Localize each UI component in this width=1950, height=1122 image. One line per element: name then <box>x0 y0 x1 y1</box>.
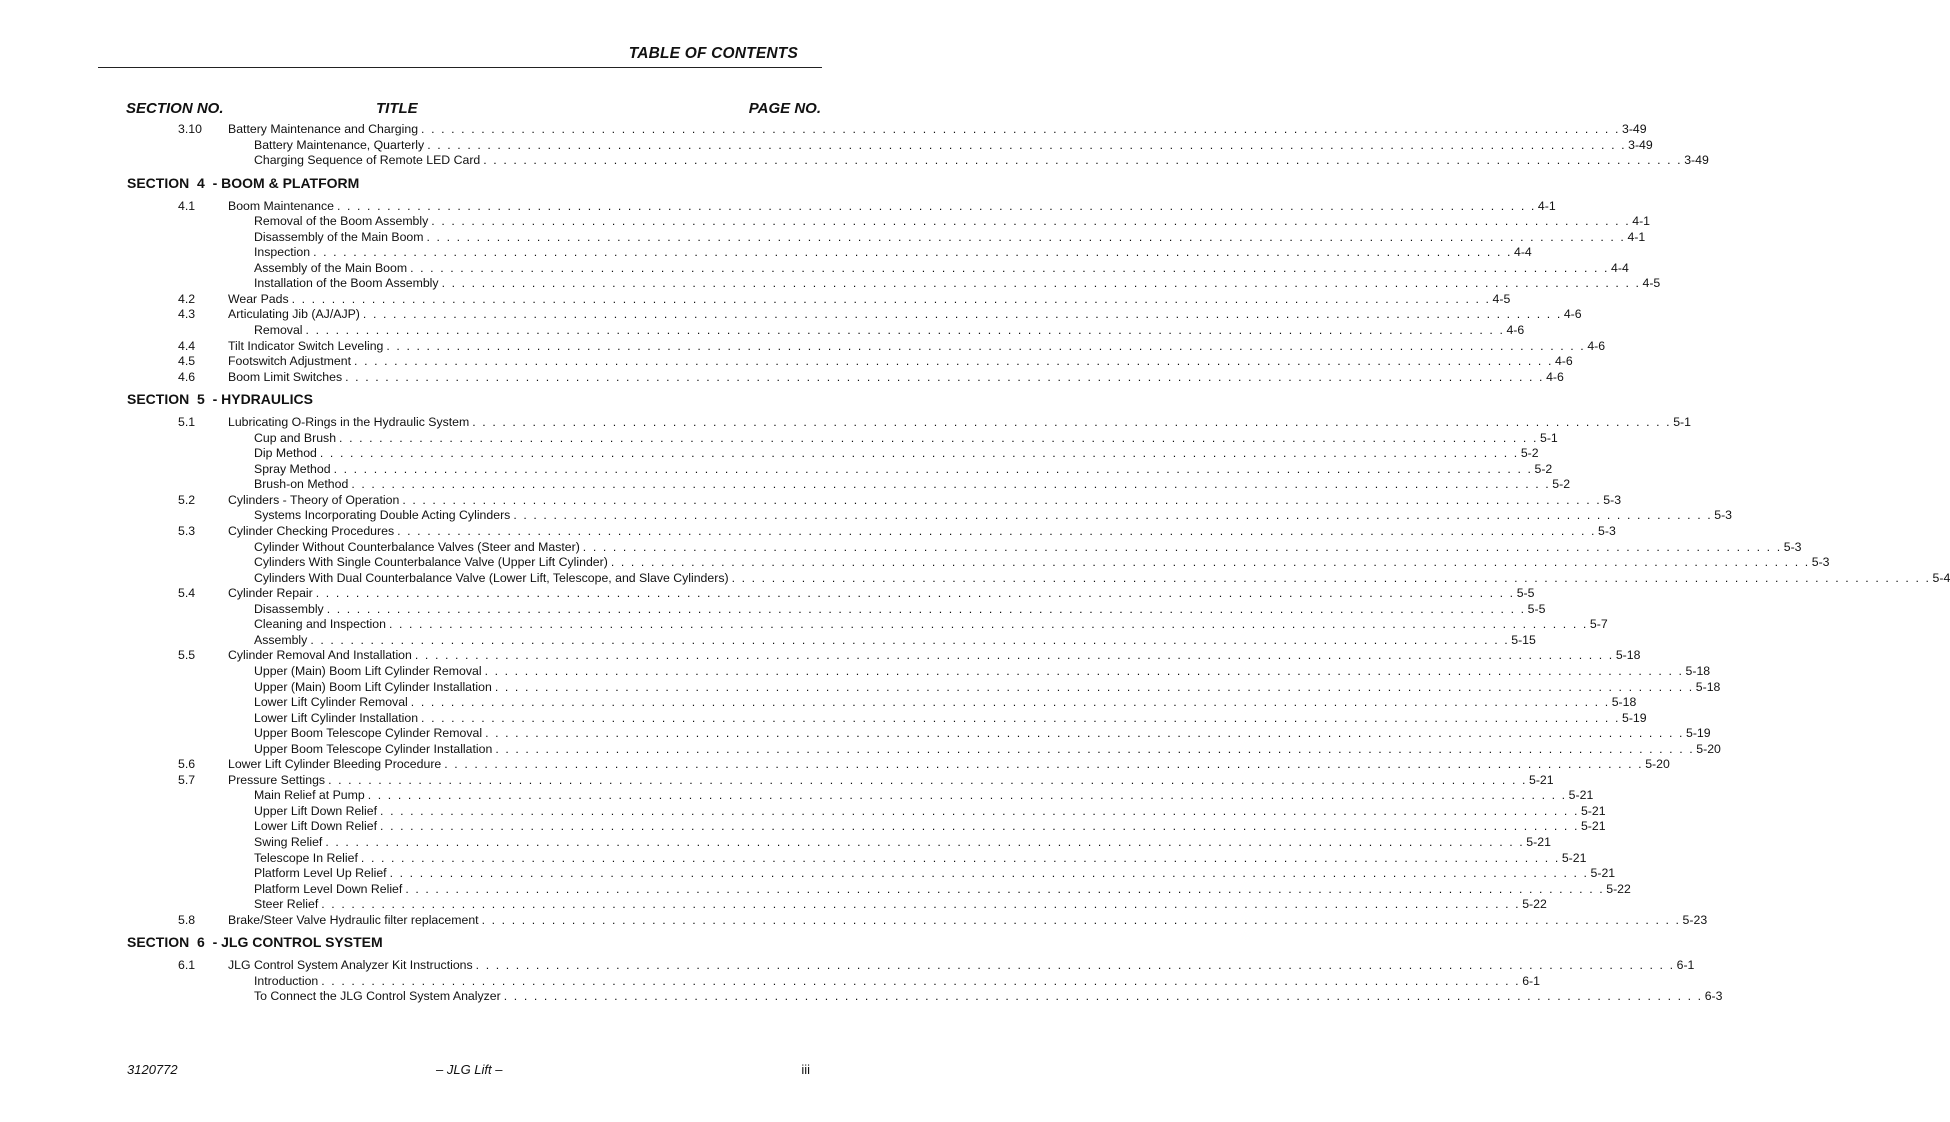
toc-entry[interactable] <box>0 214 1651 230</box>
toc-entry-line <box>228 648 1641 664</box>
toc-entry-title: Platform Level Down Relief <box>254 881 403 896</box>
toc-entry-page: 4-1 <box>1627 229 1646 244</box>
dot-leader: . . . . . . . . . . . . . . . . . . . . . . . . . . . . . . . . . . . . . . . . . . . . . . . . . . . . . . . . . . . . . . . . . . . . . . . . . . . . . . . . . . . . . . . . . . . . . . . . . . . . . . . . . . . . . . . . . . . . . . . . <box>321 973 1521 988</box>
toc-entry-line <box>228 307 1582 323</box>
dot-leader: . . . . . . . . . . . . . . . . . . . . . . . . . . . . . . . . . . . . . . . . . . . . . . . . . . . . . . . . . . . . . . . . . . . . . . . . . . . . . . . . . . . . . . . . . . . . . . . . . . . . . . . . . . . . . . . . . . . . . . . . <box>405 881 1605 896</box>
toc-entry-title: Lower Lift Cylinder Removal <box>254 695 408 710</box>
toc-entry-line <box>228 369 1564 386</box>
toc-entry-page: 5-22 <box>1522 897 1547 912</box>
toc-entry-page: 5-1 <box>1539 430 1558 445</box>
toc-entry-line <box>228 198 1556 215</box>
toc-entry-page: 5-21 <box>1526 834 1551 849</box>
toc-entry[interactable] <box>0 245 1532 261</box>
toc-entry-title: Assembly <box>254 632 308 647</box>
dot-leader: . . . . . . . . . . . . . . . . . . . . . . . . . . . . . . . . . . . . . . . . . . . . . . . . . . . . . . . . . . . . . . . . . . . . . . . . . . . . . . . . . . . . . . . . . . . . . . . . . . . . . . . . . . . . . . . . . . . . . . . . <box>354 354 1553 369</box>
toc-entry-line <box>254 477 1571 493</box>
dot-leader: . . . . . . . . . . . . . . . . . . . . . . . . . . . . . . . . . . . . . . . . . . . . . . . . . . . . . . . . . . . . . . . . . . . . . . . . . . . . . . . . . . . . . . . . . . . . . . . . . . . . . . . . . . . . . . . . . . . . . . . . <box>431 214 1631 229</box>
toc-entry-number: 4.3 <box>178 307 196 322</box>
toc-entry[interactable] <box>0 632 1536 649</box>
toc-entry-title: Lubricating O-Rings in the Hydraulic System <box>228 415 470 430</box>
section-heading-text: SECTION 4 - BOOM & PLATFORM <box>127 174 360 191</box>
toc-entry-line <box>254 229 1646 246</box>
toc-entry-title: Steer Relief <box>254 897 319 912</box>
toc-entry-page: 5-22 <box>1606 881 1631 896</box>
toc-entry[interactable] <box>0 122 1647 138</box>
toc-entry[interactable] <box>0 477 1571 493</box>
dot-leader: . . . . . . . . . . . . . . . . . . . . . . . . . . . . . . . . . . . . . . . . . . . . . . . . . . . . . . . . . . . . . . . . . . . . . . . . . . . . . . . . . . . . . . . . . . . . . . . . . . . . . . . . . . . . . . . . . . . . . . . . <box>360 850 1560 865</box>
toc-entry-line <box>254 866 1616 882</box>
toc-entry-title: Upper (Main) Boom Lift Cylinder Installation <box>254 679 492 694</box>
dot-leader: . . . . . . . . . . . . . . . . . . . . . . . . . . . . . . . . . . . . . . . . . . . . . . . . . . . . . . . . . . . . . . . . . . . . . . . . . . . . . . . . . . . . . . . . . . . . . . . . . . . . . . . . . . . . . . . . . . . . . . . . <box>362 307 1562 322</box>
toc-entry-line <box>228 958 1695 974</box>
toc-entry-page: 4-1 <box>1632 214 1651 229</box>
dot-leader: . . . . . . . . . . . . . . . . . . . . . . . . . . . . . . . . . . . . . . . . . . . . . . . . . . . . . . . . . . . . . . . . . . . . . . . . . . . . . . . . . . . . . . . . . . . . . . . . . . . . . . . . . . . . . . . . . . . . . . . . <box>731 570 1931 585</box>
dot-leader: . . . . . . . . . . . . . . . . . . . . . . . . . . . . . . . . . . . . . . . . . . . . . . . . . . . . . . . . . . . . . . . . . . . . . . . . . . . . . . . . . . . . . . . . . . . . . . . . . . . . . . . . . . . . . . . . . . . . . . . . <box>305 323 1505 338</box>
toc-entry[interactable] <box>0 586 1535 602</box>
toc-entry-page: 5-7 <box>1589 617 1608 632</box>
toc-entry-page: 3-49 <box>1621 122 1647 136</box>
toc-entry-line <box>254 137 1653 154</box>
dot-leader: . . . . . . . . . . . . . . . . . . . . . . . . . . . . . . . . . . . . . . . . . . . . . . . . . . . . . . . . . . . . . . . . . . . . . . . . . . . . . . . . . . . . . . . . . . . . . . . . . . . . . . . . . . . . . . . . . . . . . . . . <box>345 369 1545 384</box>
toc-entry-line <box>254 834 1551 851</box>
toc-entry-page: 5-5 <box>1516 586 1535 601</box>
toc-entry-page: 5-18 <box>1695 679 1721 694</box>
toc-entry-title: Brush-on Method <box>254 477 349 492</box>
toc-entry-line <box>254 508 1733 524</box>
dot-leader: . . . . . . . . . . . . . . . . . . . . . . . . . . . . . . . . . . . . . . . . . . . . . . . . . . . . . . . . . . . . . . . . . . . . . . . . . . . . . . . . . . . . . . . . . . . . . . . . . . . . . . . . . . . . . . . . . . . . . . . . <box>339 430 1538 445</box>
dot-leader: . . . . . . . . . . . . . . . . . . . . . . . . . . . . . . . . . . . . . . . . . . . . . . . . . . . . . . . . . . . . . . . . . . . . . . . . . . . . . . . . . . . . . . . . . . . . . . . . . . . . . . . . . . . . . . . . . . . . . . . . <box>421 710 1620 725</box>
toc-entry[interactable] <box>0 648 1641 664</box>
toc-entry[interactable] <box>0 307 1582 323</box>
toc-entry-page: 3-49 <box>1684 153 1709 168</box>
dot-leader: . . . . . . . . . . . . . . . . . . . . . . . . . . . . . . . . . . . . . . . . . . . . . . . . . . . . . . . . . . . . . . . . . . . . . . . . . . . . . . . . . . . . . . . . . . . . . . . . . . . . . . . . . . . . . . . . . . . . . . . . <box>367 788 1567 803</box>
toc-entry[interactable] <box>0 772 1554 789</box>
dot-leader: . . . . . . . . . . . . . . . . . . . . . . . . . . . . . . . . . . . . . . . . . . . . . . . . . . . . . . . . . . . . . . . . . . . . . . . . . . . . . . . . . . . . . . . . . . . . . . . . . . . . . . . . . . . . . . . . . . . . . . . . <box>310 632 1510 647</box>
toc-entry-page: 5-3 <box>1598 524 1616 539</box>
toc-entry[interactable] <box>0 291 1511 308</box>
toc-entry-number: 4.5 <box>178 354 196 369</box>
toc-entry-page: 5-21 <box>1568 788 1594 803</box>
toc-entry[interactable] <box>0 601 1546 618</box>
toc-entry-title: Removal <box>254 323 303 338</box>
dot-leader: . . . . . . . . . . . . . . . . . . . . . . . . . . . . . . . . . . . . . . . . . . . . . . . . . . . . . . . . . . . . . . . . . . . . . . . . . . . . . . . . . . . . . . . . . . . . . . . . . . . . . . . . . . . . . . . . . . . . . . . . <box>326 601 1526 616</box>
toc-entry[interactable] <box>0 757 1670 773</box>
dot-leader: . . . . . . . . . . . . . . . . . . . . . . . . . . . . . . . . . . . . . . . . . . . . . . . . . . . . . . . . . . . . . . . . . . . . . . . . . . . . . . . . . . . . . . . . . . . . . . . . . . . . . . . . . . . . . . . . . . . . . . . . <box>380 803 1579 818</box>
toc-entry-title: Inspection <box>254 245 311 260</box>
toc-entry[interactable] <box>0 354 1573 370</box>
toc-entry-line <box>254 881 1631 898</box>
toc-entry-page: 4-5 <box>1492 291 1511 306</box>
toc-entry-line <box>254 430 1558 447</box>
toc-entry-title: Upper Lift Down Relief <box>254 803 378 818</box>
toc-entry-page: 6-1 <box>1676 958 1695 973</box>
toc-entry-page: 5-21 <box>1590 866 1616 881</box>
toc-entry-page: 5-4 <box>1932 570 1950 585</box>
toc-entry-page: 5-21 <box>1580 819 1606 834</box>
dot-leader: . . . . . . . . . . . . . . . . . . . . . . . . . . . . . . . . . . . . . . . . . . . . . . . . . . . . . . . . . . . . . . . . . . . . . . . . . . . . . . . . . . . . . . . . . . . . . . . . . . . . . . . . . . . . . . . . . . . . . . . . <box>389 866 1589 881</box>
dot-leader: . . . . . . . . . . . . . . . . . . . . . . . . . . . . . . . . . . . . . . . . . . . . . . . . . . . . . . . . . . . . . . . . . . . . . . . . . . . . . . . . . . . . . . . . . . . . . . . . . . . . . . . . . . . . . . . . . . . . . . . . <box>336 198 1536 213</box>
dot-leader: . . . . . . . . . . . . . . . . . . . . . . . . . . . . . . . . . . . . . . . . . . . . . . . . . . . . . . . . . . . . . . . . . . . . . . . . . . . . . . . . . . . . . . . . . . . . . . . . . . . . . . . . . . . . . . . . . . . . . . . . <box>321 897 1521 912</box>
toc-entry-title: Tilt Indicator Switch Leveling <box>228 338 384 353</box>
dot-leader: . . . . . . . . . . . . . . . . . . . . . . . . . . . . . . . . . . . . . . . . . . . . . . . . . . . . . . . . . . . . . . . . . . . . . . . . . . . . . . . . . . . . . . . . . . . . . . . . . . . . . . . . . . . . . . . . . . . . . . . . <box>503 989 1703 1004</box>
header-rule <box>98 67 822 68</box>
toc-entry-number: 5.5 <box>178 648 196 663</box>
toc-entry-page: 4-6 <box>1563 307 1582 322</box>
toc-entry-page: 5-21 <box>1580 803 1606 818</box>
toc-entry-page: 5-1 <box>1673 415 1691 430</box>
toc-entry[interactable] <box>0 989 1723 1005</box>
toc-entry[interactable] <box>0 323 1525 339</box>
toc-entry-title: Assembly of the Main Boom <box>254 260 408 275</box>
toc-entry-title: Main Relief at Pump <box>254 788 365 803</box>
toc-entry[interactable] <box>0 741 1721 758</box>
toc-entry-line <box>254 710 1647 727</box>
dot-leader: . . . . . . . . . . . . . . . . . . . . . . . . . . . . . . . . . . . . . . . . . . . . . . . . . . . . . . . . . . . . . . . . . . . . . . . . . . . . . . . . . . . . . . . . . . . . . . . . . . . . . . . . . . . . . . . . . . . . . . . . <box>485 726 1684 741</box>
dot-leader: . . . . . . . . . . . . . . . . . . . . . . . . . . . . . . . . . . . . . . . . . . . . . . . . . . . . . . . . . . . . . . . . . . . . . . . . . . . . . . . . . . . . . . . . . . . . . . . . . . . . . . . . . . . . . . . . . . . . . . . . <box>319 446 1519 461</box>
toc-entry-title: Cylinder Removal And Installation <box>228 648 412 663</box>
column-head-title: TITLE <box>376 100 418 117</box>
toc-entry[interactable] <box>0 461 1553 478</box>
toc-entry[interactable] <box>0 508 1733 524</box>
dot-leader: . . . . . . . . . . . . . . . . . . . . . . . . . . . . . . . . . . . . . . . . . . . . . . . . . . . . . . . . . . . . . . . . . . . . . . . . . . . . . . . . . . . . . . . . . . . . . . . . . . . . . . . . . . . . . . . . . . . . . . . . <box>313 245 1512 260</box>
toc-entry[interactable] <box>0 446 1539 462</box>
toc-entry[interactable] <box>0 834 1551 851</box>
toc-entry-line <box>254 741 1721 758</box>
toc-entry[interactable] <box>0 695 1637 711</box>
toc-entry-line <box>254 260 1629 277</box>
toc-entry-line <box>228 122 1647 138</box>
toc-entry-line <box>254 617 1608 633</box>
toc-entry[interactable] <box>0 539 1802 556</box>
toc-entry[interactable] <box>0 198 1556 215</box>
toc-entry[interactable] <box>0 788 1594 804</box>
toc-entry[interactable] <box>0 338 1606 355</box>
toc-entry-line <box>254 819 1606 835</box>
toc-entry-page: 4-4 <box>1611 260 1629 275</box>
section-heading <box>0 934 866 951</box>
dot-leader: . . . . . . . . . . . . . . . . . . . . . . . . . . . . . . . . . . . . . . . . . . . . . . . . . . . . . . . . . . . . . . . . . . . . . . . . . . . . . . . . . . . . . . . . . . . . . . . . . . . . . . . . . . . . . . . . . . . . . . . . <box>325 834 1525 849</box>
toc-entry-title: Battery Maintenance and Charging <box>228 122 419 136</box>
toc-entry[interactable] <box>0 570 1950 587</box>
section-heading-text: SECTION 6 - JLG CONTROL SYSTEM <box>127 934 383 951</box>
toc-entry-line <box>254 973 1540 990</box>
toc-entry-page: 5-3 <box>1783 539 1802 554</box>
toc-entry[interactable] <box>0 153 1709 169</box>
toc-entry-title: Cylinder Repair <box>228 586 313 601</box>
toc-entry-title: Lower Lift Cylinder Installation <box>254 710 419 725</box>
toc-entry-title: Cleaning and Inspection <box>254 617 386 632</box>
toc-entry[interactable] <box>0 726 1711 742</box>
toc-entry-line <box>254 461 1553 478</box>
toc-entry-title: Boom Limit Switches <box>228 369 343 384</box>
toc-entry-number: 5.7 <box>178 772 196 787</box>
page-header-title: TABLE OF CONTENTS <box>628 45 798 62</box>
toc-entry-title: To Connect the JLG Control System Analyzer <box>254 989 501 1004</box>
toc-entry-title: Wear Pads <box>228 291 289 306</box>
toc-entry-line <box>254 446 1539 462</box>
dot-leader: . . . . . . . . . . . . . . . . . . . . . . . . . . . . . . . . . . . . . . . . . . . . . . . . . . . . . . . . . . . . . . . . . . . . . . . . . . . . . . . . . . . . . . . . . . . . . . . . . . . . . . . . . . . . . . . . . . . . . . . . <box>388 617 1588 632</box>
toc-entry[interactable] <box>0 617 1608 633</box>
dot-leader: . . . . . . . . . . . . . . . . . . . . . . . . . . . . . . . . . . . . . . . . . . . . . . . . . . . . . . . . . . . . . . . . . . . . . . . . . . . . . . . . . . . . . . . . . . . . . . . . . . . . . . . . . . . . . . . . . . . . . . . . <box>328 772 1527 787</box>
toc-entry-number: 3.10 <box>178 122 202 136</box>
toc-entry[interactable] <box>0 663 1711 680</box>
toc-entry-line <box>254 601 1546 618</box>
toc-entry[interactable] <box>0 881 1631 898</box>
toc-entry-page: 5-3 <box>1811 555 1830 570</box>
dot-leader: . . . . . . . . . . . . . . . . . . . . . . . . . . . . . . . . . . . . . . . . . . . . . . . . . . . . . . . . . . . . . . . . . . . . . . . . . . . . . . . . . . . . . . . . . . . . . . . . . . . . . . . . . . . . . . . . . . . . . . . . <box>444 757 1644 772</box>
toc-entry-page: 4-5 <box>1642 276 1661 291</box>
dot-leader: . . . . . . . . . . . . . . . . . . . . . . . . . . . . . . . . . . . . . . . . . . . . . . . . . . . . . . . . . . . . . . . . . . . . . . . . . . . . . . . . . . . . . . . . . . . . . . . . . . . . . . . . . . . . . . . . . . . . . . . . <box>291 291 1491 306</box>
toc-entry-title: Cylinders With Single Counterbalance Valve (Upper Lift Cylinder) <box>254 555 608 570</box>
dot-leader: . . . . . . . . . . . . . . . . . . . . . . . . . . . . . . . . . . . . . . . . . . . . . . . . . . . . . . . . . . . . . . . . . . . . . . . . . . . . . . . . . . . . . . . . . . . . . . . . . . . . . . . . . . . . . . . . . . . . . . . . <box>494 679 1694 694</box>
toc-entry-title: Upper (Main) Boom Lift Cylinder Removal <box>254 663 482 678</box>
toc-entry-page: 4-6 <box>1546 369 1564 384</box>
toc-entry-line <box>228 415 1691 431</box>
toc-entry-number: 4.2 <box>178 291 196 306</box>
toc-entry-number: 5.6 <box>178 757 196 772</box>
toc-entry-title: Dip Method <box>254 446 317 461</box>
toc-entry-line <box>254 323 1525 339</box>
dot-leader: . . . . . . . . . . . . . . . . . . . . . . . . . . . . . . . . . . . . . . . . . . . . . . . . . . . . . . . . . . . . . . . . . . . . . . . . . . . . . . . . . . . . . . . . . . . . . . . . . . . . . . . . . . . . . . . . . . . . . . . . <box>582 539 1782 554</box>
toc-entry-line <box>254 539 1802 556</box>
toc-entry-page: 5-2 <box>1552 477 1571 492</box>
toc-entry[interactable] <box>0 229 1646 246</box>
toc-entry-line <box>254 632 1536 649</box>
dot-leader: . . . . . . . . . . . . . . . . . . . . . . . . . . . . . . . . . . . . . . . . . . . . . . . . . . . . . . . . . . . . . . . . . . . . . . . . . . . . . . . . . . . . . . . . . . . . . . . . . . . . . . . . . . . . . . . . . . . . . . . . <box>414 648 1614 663</box>
toc-entry[interactable] <box>0 958 1695 974</box>
dot-leader: . . . . . . . . . . . . . . . . . . . . . . . . . . . . . . . . . . . . . . . . . . . . . . . . . . . . . . . . . . . . . . . . . . . . . . . . . . . . . . . . . . . . . . . . . . . . . . . . . . . . . . . . . . . . . . . . . . . . . . . . <box>402 492 1602 507</box>
toc-entry-line <box>228 492 1622 509</box>
toc-entry-page: 4-6 <box>1506 323 1525 338</box>
footer-page-number: iii <box>801 1062 810 1077</box>
toc-entry-title: Upper Boom Telescope Cylinder Installation <box>254 741 493 756</box>
toc-entry-title: Installation of the Boom Assembly <box>254 276 439 291</box>
toc-entry-title: Upper Boom Telescope Cylinder Removal <box>254 726 483 741</box>
toc-entry-page: 5-23 <box>1682 912 1708 927</box>
column-head-section: SECTION NO. <box>126 100 224 117</box>
toc-entry-line <box>228 912 1708 929</box>
toc-entry-title: Cylinder Without Counterbalance Valves (Steer and Master) <box>254 539 580 554</box>
dot-leader: . . . . . . . . . . . . . . . . . . . . . . . . . . . . . . . . . . . . . . . . . . . . . . . . . . . . . . . . . . . . . . . . . . . . . . . . . . . . . . . . . . . . . . . . . . . . . . . . . . . . . . . . . . . . . . . . . . . . . . . . <box>481 912 1681 927</box>
toc-entry-line <box>228 772 1554 789</box>
dot-leader: . . . . . . . . . . . . . . . . . . . . . . . . . . . . . . . . . . . . . . . . . . . . . . . . . . . . . . . . . . . . . . . . . . . . . . . . . . . . . . . . . . . . . . . . . . . . . . . . . . . . . . . . . . . . . . . . . . . . . . . . <box>351 477 1551 492</box>
toc-entry-number: 5.8 <box>178 912 196 927</box>
toc-entry-title: Removal of the Boom Assembly <box>254 214 429 229</box>
dot-leader: . . . . . . . . . . . . . . . . . . . . . . . . . . . . . . . . . . . . . . . . . . . . . . . . . . . . . . . . . . . . . . . . . . . . . . . . . . . . . . . . . . . . . . . . . . . . . . . . . . . . . . . . . . . . . . . . . . . . . . . . <box>315 586 1515 601</box>
toc-entry-title: Cylinder Checking Procedures <box>228 524 395 539</box>
dot-leader: . . . . . . . . . . . . . . . . . . . . . . . . . . . . . . . . . . . . . . . . . . . . . . . . . . . . . . . . . . . . . . . . . . . . . . . . . . . . . . . . . . . . . . . . . . . . . . . . . . . . . . . . . . . . . . . . . . . . . . . . <box>484 663 1684 678</box>
toc-entry-number: 5.1 <box>178 415 196 430</box>
dot-leader: . . . . . . . . . . . . . . . . . . . . . . . . . . . . . . . . . . . . . . . . . . . . . . . . . . . . . . . . . . . . . . . . . . . . . . . . . . . . . . . . . . . . . . . . . . . . . . . . . . . . . . . . . . . . . . . . . . . . . . . . <box>472 415 1672 430</box>
toc-entry[interactable] <box>0 819 1606 835</box>
toc-entry-title: Disassembly <box>254 601 324 616</box>
section-heading <box>0 391 866 408</box>
toc-entry-page: 4-6 <box>1587 338 1606 353</box>
toc-entry-page: 5-18 <box>1611 695 1637 710</box>
dot-leader: . . . . . . . . . . . . . . . . . . . . . . . . . . . . . . . . . . . . . . . . . . . . . . . . . . . . . . . . . . . . . . . . . . . . . . . . . . . . . . . . . . . . . . . . . . . . . . . . . . . . . . . . . . . . . . . . . . . . . . . . <box>380 819 1579 834</box>
toc-entry-title: Introduction <box>254 973 319 988</box>
column-head-page: PAGE NO. <box>748 100 821 117</box>
toc-entry-number: 4.6 <box>178 369 196 384</box>
toc-entry-title: Cylinders - Theory of Operation <box>228 492 400 507</box>
toc-entry-title: Brake/Steer Valve Hydraulic filter replacement <box>228 912 479 927</box>
toc-entry-number: 5.4 <box>178 586 196 601</box>
footer-brand: – JLG Lift – <box>436 1062 503 1077</box>
dot-leader: . . . . . . . . . . . . . . . . . . . . . . . . . . . . . . . . . . . . . . . . . . . . . . . . . . . . . . . . . . . . . . . . . . . . . . . . . . . . . . . . . . . . . . . . . . . . . . . . . . . . . . . . . . . . . . . . . . . . . . . . <box>397 524 1597 539</box>
toc-entry[interactable] <box>0 492 1622 509</box>
toc-entry-title: Lower Lift Down Relief <box>254 819 378 834</box>
section-heading-text: SECTION 5 - HYDRAULICS <box>127 391 313 408</box>
dot-leader: . . . . . . . . . . . . . . . . . . . . . . . . . . . . . . . . . . . . . . . . . . . . . . . . . . . . . . . . . . . . . . . . . . . . . . . . . . . . . . . . . . . . . . . . . . . . . . . . . . . . . . . . . . . . . . . . . . . . . . . . <box>386 338 1586 353</box>
toc-entry-line <box>254 153 1709 169</box>
toc-entry-line <box>228 586 1535 602</box>
toc-entry-page: 5-18 <box>1685 663 1711 678</box>
toc-entry[interactable] <box>0 850 1587 867</box>
toc-entry-title: Lower Lift Cylinder Bleeding Procedure <box>228 757 442 772</box>
toc-entry[interactable] <box>0 415 1691 431</box>
toc-entry-page: 4-6 <box>1554 354 1573 369</box>
toc-entry-line <box>254 570 1950 587</box>
toc-entry-number: 5.2 <box>178 492 196 507</box>
toc-entry-line <box>254 788 1594 804</box>
toc-entry-page: 6-3 <box>1704 989 1723 1004</box>
toc-entry-title: Swing Relief <box>254 834 323 849</box>
toc-entry-page: 5-19 <box>1621 710 1647 725</box>
dot-leader: . . . . . . . . . . . . . . . . . . . . . . . . . . . . . . . . . . . . . . . . . . . . . . . . . . . . . . . . . . . . . . . . . . . . . . . . . . . . . . . . . . . . . . . . . . . . . . . . . . . . . . . . . . . . . . . . . . . . . . . . <box>410 695 1610 710</box>
toc-entry-line <box>228 354 1573 370</box>
toc-entry[interactable] <box>0 260 1629 277</box>
toc-entry-line <box>228 291 1511 308</box>
toc-entry-page: 5-20 <box>1645 757 1670 772</box>
toc-entry-title: Footswitch Adjustment <box>228 354 352 369</box>
toc-entry[interactable] <box>0 866 1616 882</box>
toc-entry[interactable] <box>0 555 1830 571</box>
toc-entry-page: 5-3 <box>1603 492 1622 507</box>
toc-entry-title: Cylinders With Dual Counterbalance Valve (Lower Lift, Telescope, and Slave Cylinders) <box>254 570 729 585</box>
toc-entry-line <box>254 214 1651 230</box>
toc-entry-line <box>254 850 1587 867</box>
dot-leader: . . . . . . . . . . . . . . . . . . . . . . . . . . . . . . . . . . . . . . . . . . . . . . . . . . . . . . . . . . . . . . . . . . . . . . . . . . . . . . . . . . . . . . . . . . . . . . . . . . . . . . . . . . . . . . . . . . . . . . . . <box>483 153 1683 168</box>
toc-entry-line <box>254 245 1532 261</box>
toc-entry-line <box>254 897 1547 913</box>
dot-leader: . . . . . . . . . . . . . . . . . . . . . . . . . . . . . . . . . . . . . . . . . . . . . . . . . . . . . . . . . . . . . . . . . . . . . . . . . . . . . . . . . . . . . . . . . . . . . . . . . . . . . . . . . . . . . . . . . . . . . . . . <box>426 229 1626 244</box>
toc-entry-title: Boom Maintenance <box>228 198 334 213</box>
toc-entry-page: 4-1 <box>1537 198 1556 213</box>
toc-entry-line <box>254 989 1723 1005</box>
toc-entry-line <box>254 679 1721 696</box>
toc-entry-number: 4.4 <box>178 338 196 353</box>
dot-leader: . . . . . . . . . . . . . . . . . . . . . . . . . . . . . . . . . . . . . . . . . . . . . . . . . . . . . . . . . . . . . . . . . . . . . . . . . . . . . . . . . . . . . . . . . . . . . . . . . . . . . . . . . . . . . . . . . . . . . . . . <box>410 260 1610 275</box>
footer-doc-number: 3120772 <box>127 1062 178 1077</box>
dot-leader: . . . . . . . . . . . . . . . . . . . . . . . . . . . . . . . . . . . . . . . . . . . . . . . . . . . . . . . . . . . . . . . . . . . . . . . . . . . . . . . . . . . . . . . . . . . . . . . . . . . . . . . . . . . . . . . . . . . . . . . . <box>495 741 1695 756</box>
toc-entry-page: 5-20 <box>1696 741 1721 756</box>
toc-entry[interactable] <box>0 973 1540 990</box>
toc-entry-number: 6.1 <box>178 958 196 973</box>
toc-entry-title: Charging Sequence of Remote LED Card <box>254 153 481 168</box>
toc-entry-title: Systems Incorporating Double Acting Cylinders <box>254 508 511 523</box>
toc-entry-title: Battery Maintenance, Quarterly <box>254 137 425 152</box>
toc-entry[interactable] <box>0 912 1708 929</box>
toc-entry-line <box>254 695 1637 711</box>
toc-entry[interactable] <box>0 710 1647 727</box>
toc-entry-page: 3-49 <box>1628 137 1653 152</box>
toc-list <box>0 122 1950 1005</box>
toc-entry-line <box>254 726 1711 742</box>
toc-entry-title: Platform Level Up Relief <box>254 866 387 881</box>
toc-entry-title: Spray Method <box>254 461 331 476</box>
toc-entry-title: JLG Control System Analyzer Kit Instructions <box>228 958 473 973</box>
toc-entry-page: 5-19 <box>1686 726 1711 741</box>
toc-entry-title: Pressure Settings <box>228 772 326 787</box>
dot-leader: . . . . . . . . . . . . . . . . . . . . . . . . . . . . . . . . . . . . . . . . . . . . . . . . . . . . . . . . . . . . . . . . . . . . . . . . . . . . . . . . . . . . . . . . . . . . . . . . . . . . . . . . . . . . . . . . . . . . . . . . <box>441 276 1641 291</box>
section-heading <box>0 175 866 192</box>
toc-entry-page: 4-4 <box>1514 245 1532 260</box>
toc-entry[interactable] <box>0 430 1558 447</box>
toc-entry-page: 5-21 <box>1529 772 1554 787</box>
toc-entry-line <box>254 803 1606 820</box>
dot-leader: . . . . . . . . . . . . . . . . . . . . . . . . . . . . . . . . . . . . . . . . . . . . . . . . . . . . . . . . . . . . . . . . . . . . . . . . . . . . . . . . . . . . . . . . . . . . . . . . . . . . . . . . . . . . . . . . . . . . . . . . <box>610 555 1810 570</box>
toc-entry-page: 5-5 <box>1527 601 1546 616</box>
toc-entry[interactable] <box>0 897 1547 913</box>
toc-entry[interactable] <box>0 369 1564 386</box>
toc-entry-number: 5.3 <box>178 524 196 539</box>
toc-entry-page: 5-15 <box>1511 632 1536 647</box>
toc-entry-title: Articulating Jib (AJ/AJP) <box>228 307 360 322</box>
toc-entry-number: 4.1 <box>178 198 196 213</box>
toc-entry-page: 5-2 <box>1534 461 1553 476</box>
dot-leader: . . . . . . . . . . . . . . . . . . . . . . . . . . . . . . . . . . . . . . . . . . . . . . . . . . . . . . . . . . . . . . . . . . . . . . . . . . . . . . . . . . . . . . . . . . . . . . . . . . . . . . . . . . . . . . . . . . . . . . . . <box>333 461 1533 476</box>
toc-entry-title: Cup and Brush <box>254 430 337 445</box>
toc-entry-page: 5-2 <box>1520 446 1539 461</box>
toc-entry-page: 5-18 <box>1615 648 1641 663</box>
toc-entry-page: 5-3 <box>1714 508 1733 523</box>
dot-leader: . . . . . . . . . . . . . . . . . . . . . . . . . . . . . . . . . . . . . . . . . . . . . . . . . . . . . . . . . . . . . . . . . . . . . . . . . . . . . . . . . . . . . . . . . . . . . . . . . . . . . . . . . . . . . . . . . . . . . . . . <box>513 508 1713 523</box>
toc-entry-page: 6-1 <box>1522 973 1540 988</box>
dot-leader: . . . . . . . . . . . . . . . . . . . . . . . . . . . . . . . . . . . . . . . . . . . . . . . . . . . . . . . . . . . . . . . . . . . . . . . . . . . . . . . . . . . . . . . . . . . . . . . . . . . . . . . . . . . . . . . . . . . . . . . . <box>421 122 1620 136</box>
toc-entry-line <box>228 757 1670 773</box>
toc-entry-line <box>254 276 1661 292</box>
dot-leader: . . . . . . . . . . . . . . . . . . . . . . . . . . . . . . . . . . . . . . . . . . . . . . . . . . . . . . . . . . . . . . . . . . . . . . . . . . . . . . . . . . . . . . . . . . . . . . . . . . . . . . . . . . . . . . . . . . . . . . . . <box>475 958 1675 973</box>
dot-leader: . . . . . . . . . . . . . . . . . . . . . . . . . . . . . . . . . . . . . . . . . . . . . . . . . . . . . . . . . . . . . . . . . . . . . . . . . . . . . . . . . . . . . . . . . . . . . . . . . . . . . . . . . . . . . . . . . . . . . . . . <box>427 137 1627 152</box>
toc-entry-line <box>228 338 1606 355</box>
toc-entry[interactable] <box>0 276 1661 292</box>
toc-entry-line <box>254 555 1830 571</box>
toc-entry-page: 5-21 <box>1561 850 1587 865</box>
toc-entry-line <box>254 663 1711 680</box>
toc-entry[interactable] <box>0 524 1616 540</box>
toc-entry-line <box>228 524 1616 540</box>
toc-entry[interactable] <box>0 137 1653 154</box>
toc-entry-title: Disassembly of the Main Boom <box>254 229 424 244</box>
toc-entry-title: Telescope In Relief <box>254 850 358 865</box>
toc-entry[interactable] <box>0 803 1606 820</box>
toc-entry[interactable] <box>0 679 1721 696</box>
